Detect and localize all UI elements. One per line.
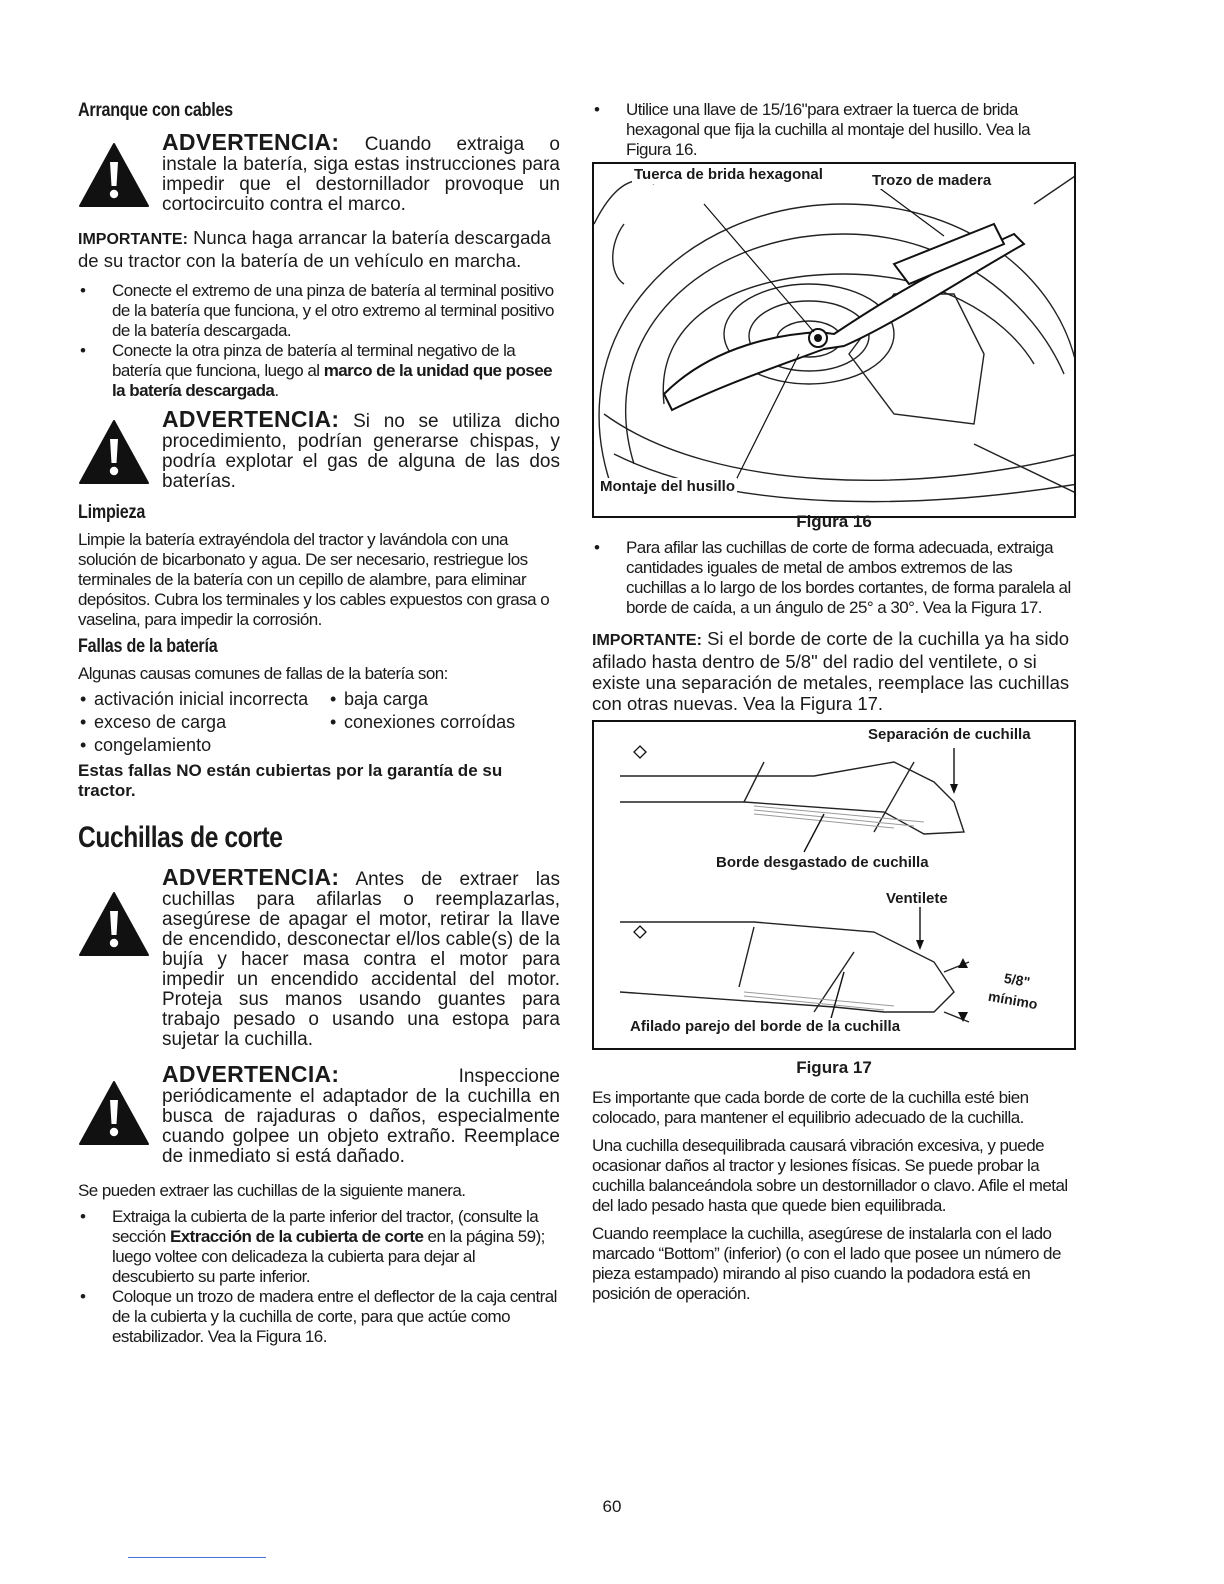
warning-label: ADVERTENCIA: [162,1061,340,1087]
warning-icon [78,891,150,957]
list-item: • Coloque un trozo de madera entre el deflector de la caja central de la cubierta y la cuchilla de corte, para que actúe como estabilizador. Vea la Figura 16. [78,1287,560,1347]
label-dimension: 5/8" [1002,969,1032,991]
warning-text: Si no se utiliza dicho procedimiento, podrían generarse chispas, y podría explotar el gas de alguna de las dos baterías. [162,411,560,492]
important-note-jump-start [78,227,560,271]
failure-causes-list [78,688,560,757]
section-title-jump-start: Arranque con cables [78,100,233,121]
warning-text: Cuando extraiga o instale la batería, siga estas instrucciones para impedir que el destornillador provoque un cortocircuito contra el marco. [162,134,560,215]
list-item: • exceso de carga [78,711,328,734]
important-note-replace [592,628,1076,714]
blade-removal-steps [78,1207,560,1347]
blade-install-paragraph: Cuando reemplace la cuchilla, asegúrese de instalarla con el lado marcado “Bottom” (inferior) (o con el lado que posee un número de pieza estampado) mirando al piso cuando la podadora está en posición de operación. [592,1224,1061,1303]
label-even-sharpening: Afilado parejo del borde de la cuchilla [630,1018,901,1035]
figure-16-caption: Figura 16 [796,512,872,531]
list-item: • conexiones corroídas [328,711,558,734]
section-title-battery-failures: Fallas de la batería [78,636,218,657]
warning-icon [78,1080,150,1146]
figure-17-caption: Figura 17 [796,1058,872,1077]
unbalanced-blade-paragraph: Una cuchilla desequilibrada causará vibración excesiva, y puede ocasionar daños al tractor y lesiones físicas. Se puede probar la cuchilla balanceándola sobre un destornillador o clavo. Afile el metal del lado pesado hasta que quede bien equilibrada. [592,1136,1068,1215]
mower-deck-drawing [594,164,1076,516]
list-item: • activación inicial incorrecta [78,688,328,711]
warning-icon [78,142,150,208]
page-heading-cutting-blades: Cuchillas de corte [78,821,283,854]
footer-rule [128,1557,266,1558]
list-item: • baja carga [328,688,558,711]
important-label: IMPORTANTE: [78,231,188,248]
section-title-cleaning: Limpieza [78,502,146,523]
label-sail: Ventilete [886,890,948,907]
right-column [592,100,1076,1304]
warranty-note: Estas fallas NO están cubiertas por la garantía de su tractor. [78,761,503,800]
figure-16-illustration [592,162,1076,518]
list-item: • Extraiga la cubierta de la parte inferior del tractor, (consulte la sección Extracción de la cubierta de corte en la página 59); luego voltee con delicadeza la cubierta para dejar al descubierto su parte inferior. [78,1207,560,1287]
warning-blade-adapter [78,1061,560,1167]
removal-intro: Se pueden extraer las cuchillas de la siguiente manera. [78,1181,466,1200]
label-wood-block: Trozo de madera [872,172,992,189]
important-text: Si el borde de corte de la cuchilla ya ha sido afilado hasta dentro de 5/8" del radio del ventilete, o si existe una separación de metales, reemplace las cuchillas con otras nuevas. Vea la Figura 17. [592,628,1070,714]
important-label: IMPORTANTE: [592,632,702,649]
sharpening-step [592,538,1076,618]
warning-text: Antes de extraer las cuchillas para afilarlas o reemplazarlas, asegúrese de apagar el motor, retirar la llave de encendido, desconectar el/los cable(s) de la bujía y hacer masa contra el motor para impedir un encendido accidental del motor. Proteja sus manos usando guantes para trabajo pesado o usando una estopa para sujetar la cuchilla. [162,869,560,1050]
label-worn-blade-edge: Borde desgastado de cuchilla [716,854,929,871]
list-item: • Conecte el extremo de una pinza de batería al terminal positivo de la batería que funciona, y el otro extremo al terminal positivo de la batería descargada. [78,281,560,341]
list-item: • Utilice una llave de 15/16"para extraer la tuerca de brida hexagonal que fija la cuchilla al montaje del husillo. Vea la Figura 16. [592,100,1076,160]
label-minimum: mínimo [986,987,1039,1013]
warning-icon [78,419,150,485]
warning-label: ADVERTENCIA: [162,129,340,155]
label-hex-flange-nut: Tuerca de brida hexagonal [634,166,823,183]
cleaning-text: Limpie la batería extrayéndola del tractor y lavándola con una solución de bicarbonato y agua. De ser necesario, restriegue los terminales de la batería con un cepillo de alambre, para eliminar depósitos. Cubra los terminales y los cables expuestos con grasa o vaselina, para impedir la corrosión. [78,530,550,629]
jump-start-steps [78,281,560,401]
nut-removal-step [592,100,1076,160]
list-item: • Conecte la otra pinza de batería al terminal negativo de la batería que funciona, luego al marco de la unidad que posee la batería descargada. [78,341,560,401]
warning-label: ADVERTENCIA: [162,406,340,432]
page-number: 60 [602,1497,622,1516]
failures-intro: Algunas causas comunes de fallas de la batería son: [78,664,448,683]
label-spindle-mount: Montaje del husillo [600,478,736,495]
list-item: • Para afilar las cuchillas de corte de forma adecuada, extraiga cantidades iguales de metal de ambos extremos de las cuchillas a lo largo de los bordes cortantes, de forma paralela al borde de caída, a un ángulo de 25° a 30°. Vea la Figura 17. [592,538,1076,618]
warning-label: ADVERTENCIA: [162,864,340,890]
figure-17-illustration [592,720,1076,1050]
warning-blade-removal [78,864,560,1050]
warning-battery-install [78,129,560,215]
label-blade-separation: Separación de cuchilla [868,726,1031,743]
important-text: Nunca haga arrancar la batería descargada de su tractor con la batería de un vehículo en marcha. [78,227,551,271]
warning-sparks [78,406,560,492]
warning-text: Inspeccione periódicamente el adaptador de la cuchilla en busca de rajaduras o daños, especialmente cuando golpee un objeto extraño. Reemplace de inmediato si está dañado. [162,1066,560,1167]
left-column [78,100,560,1347]
balance-paragraph: Es importante que cada borde de corte de la cuchilla esté bien colocado, para mantener el equilibrio adecuado de la cuchilla. [592,1088,1029,1127]
list-item: • congelamiento [78,734,328,757]
